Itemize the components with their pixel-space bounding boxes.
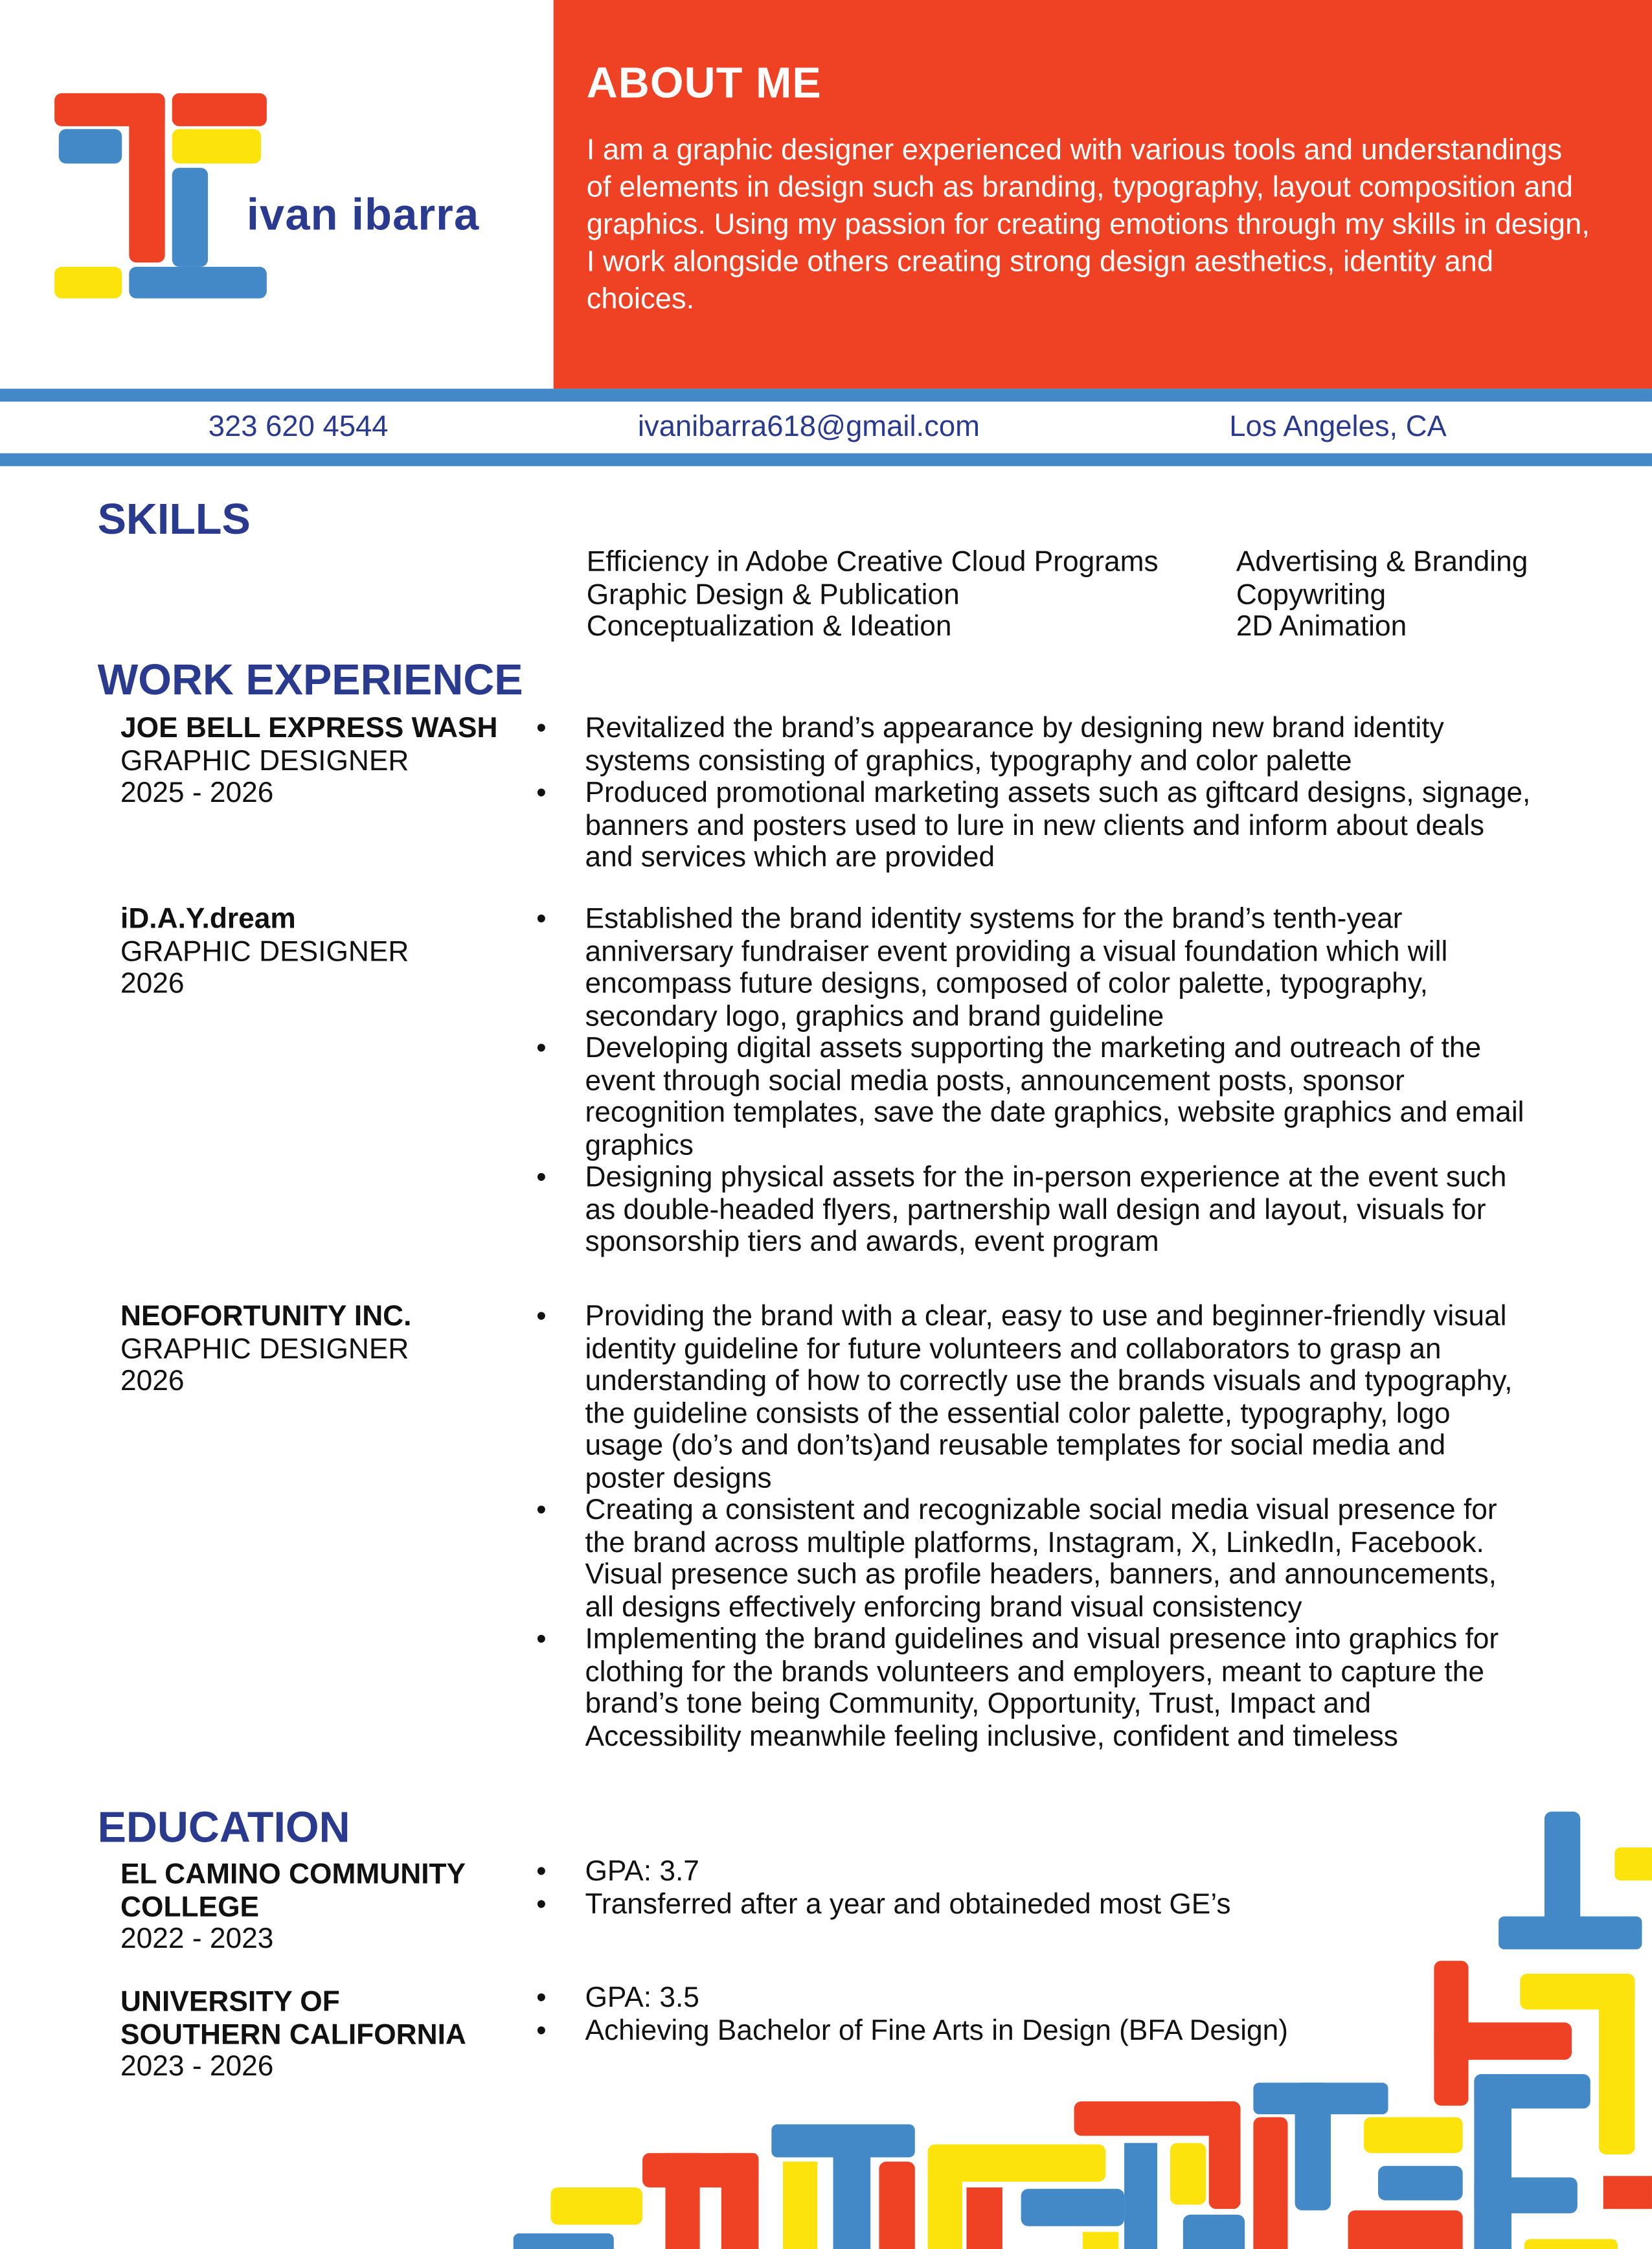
job-dates: 2026 bbox=[120, 1365, 185, 1397]
bullet-item: • Transferred after a year and obtaineded most GE’s bbox=[542, 1888, 1532, 1921]
school-name: UNIVERSITY OF bbox=[120, 1986, 340, 2018]
job-role: GRAPHIC DESIGNER bbox=[120, 745, 409, 777]
skill-item: Advertising & Branding bbox=[1236, 546, 1528, 578]
contact-phone[interactable]: 323 620 4544 bbox=[208, 410, 389, 444]
job-role: GRAPHIC DESIGNER bbox=[120, 935, 409, 968]
skills-column-2 bbox=[1236, 547, 1528, 643]
job-entry bbox=[120, 1301, 522, 1397]
bullet-item: • Established the brand identity systems for the brand’s tenth-year anniversary fundraiser event providing a visual foundation which will encompass future designs, composed of color palette, typography, secondary logo, graphics and brand guideline bbox=[542, 904, 1532, 1033]
logo-mark-icon bbox=[54, 93, 267, 299]
job-company: JOE BELL EXPRESS WASH bbox=[120, 713, 498, 745]
job-dates: 2025 - 2026 bbox=[120, 777, 274, 809]
bullet-item: • GPA: 3.5 bbox=[542, 1982, 1532, 2015]
school-dates: 2022 - 2023 bbox=[120, 1923, 274, 1956]
job-company: NEOFORTUNITY INC. bbox=[120, 1301, 412, 1333]
school-dates: 2023 - 2026 bbox=[120, 2051, 274, 2083]
job-role: GRAPHIC DESIGNER bbox=[120, 1333, 409, 1365]
bullet-item: • Produced promotional marketing assets such as giftcard designs, signage, banners and posters used to lure in new clients and inform about deals and services which are provided bbox=[542, 777, 1532, 874]
skill-item: Copywriting bbox=[1236, 578, 1386, 611]
about-text: I am a graphic designer experienced with various tools and understandings of elements in design such as branding, typography, layout composition and graphics. Using my passion for creating emotions through my skills in design, I work alongside others creating strong design aesthetics, identity and choices. bbox=[586, 133, 1590, 316]
bullet-item: • Creating a consistent and recognizable social media visual presence for the brand across multiple platforms, Instagram, X, LinkedIn, Facebook. Visual presence such as profile headers, banners, and announcements, all designs effectively enforcing brand visual consistency bbox=[542, 1494, 1532, 1623]
bullet-item: • Revitalized the brand’s appearance by designing new brand identity systems consisting of graphics, typography and color palette bbox=[542, 713, 1532, 778]
contact-location: Los Angeles, CA bbox=[1229, 410, 1447, 444]
job-entry bbox=[120, 904, 522, 1000]
job-entry bbox=[120, 713, 522, 810]
skill-item: Graphic Design & Publication bbox=[586, 578, 960, 611]
skills-column-1 bbox=[587, 547, 1159, 643]
logo-name: ivan ibarra bbox=[246, 189, 480, 240]
divider-bottom bbox=[0, 453, 1652, 466]
education-title: EDUCATION bbox=[97, 1804, 350, 1852]
skills-title: SKILLS bbox=[97, 496, 251, 544]
bullet-item: • Providing the brand with a clear, easy to use and beginner-friendly visual identity guideline for future volunteers and collaborators to grasp an understanding of how to correctly use the brands visuals and typography, the guideline consists of the essential color palette, typography, logo usage (do’s and don’ts)and reusable templates for social media and poster designs bbox=[542, 1301, 1532, 1494]
bullet-item: • Developing digital assets supporting the marketing and outreach of the event through social media posts, announcement posts, sponsor recognition templates, save the date graphics, website graphics and email graphics bbox=[542, 1033, 1532, 1161]
school-bullets bbox=[542, 1982, 1532, 2047]
school-entry bbox=[120, 1987, 522, 2083]
skill-item: Efficiency in Adobe Creative Cloud Programs bbox=[586, 546, 1159, 578]
job-company: iD.A.Y.dream bbox=[120, 904, 296, 935]
school-entry bbox=[120, 1859, 522, 1956]
bullet-item: • Designing physical assets for the in-person experience at the event such as double-headed flyers, partnership wall design and layout, visuals for sponsorship tiers and awards, event program bbox=[542, 1162, 1532, 1259]
bullet-item: • Implementing the brand guidelines and visual presence into graphics for clothing for the brands volunteers and employers, meant to capture the brand’s tone being Community, Opportunity, Trust, Impact and Accessibility meanwhile feeling inclusive, confident and timeless bbox=[542, 1624, 1532, 1753]
job-dates: 2026 bbox=[120, 968, 185, 1000]
school-bullets bbox=[542, 1856, 1532, 1921]
job-bullets bbox=[542, 713, 1532, 874]
school-name: EL CAMINO COMMUNITY bbox=[120, 1858, 466, 1891]
contact-email[interactable]: ivanibarra618@gmail.com bbox=[637, 410, 980, 444]
about-panel bbox=[554, 0, 1652, 389]
skill-item: Conceptualization & Ideation bbox=[586, 611, 952, 643]
work-title: WORK EXPERIENCE bbox=[97, 657, 523, 705]
bullet-item: • GPA: 3.7 bbox=[542, 1856, 1532, 1888]
job-bullets bbox=[542, 904, 1532, 1259]
about-title: ABOUT ME bbox=[586, 60, 822, 108]
school-name: COLLEGE bbox=[120, 1891, 260, 1923]
skill-item: 2D Animation bbox=[1236, 611, 1407, 643]
divider-top bbox=[0, 389, 1652, 402]
job-bullets bbox=[542, 1301, 1532, 1753]
bullet-item: • Achieving Bachelor of Fine Arts in Design (BFA Design) bbox=[542, 2015, 1532, 2047]
school-name: SOUTHERN CALIFORNIA bbox=[120, 2018, 466, 2051]
